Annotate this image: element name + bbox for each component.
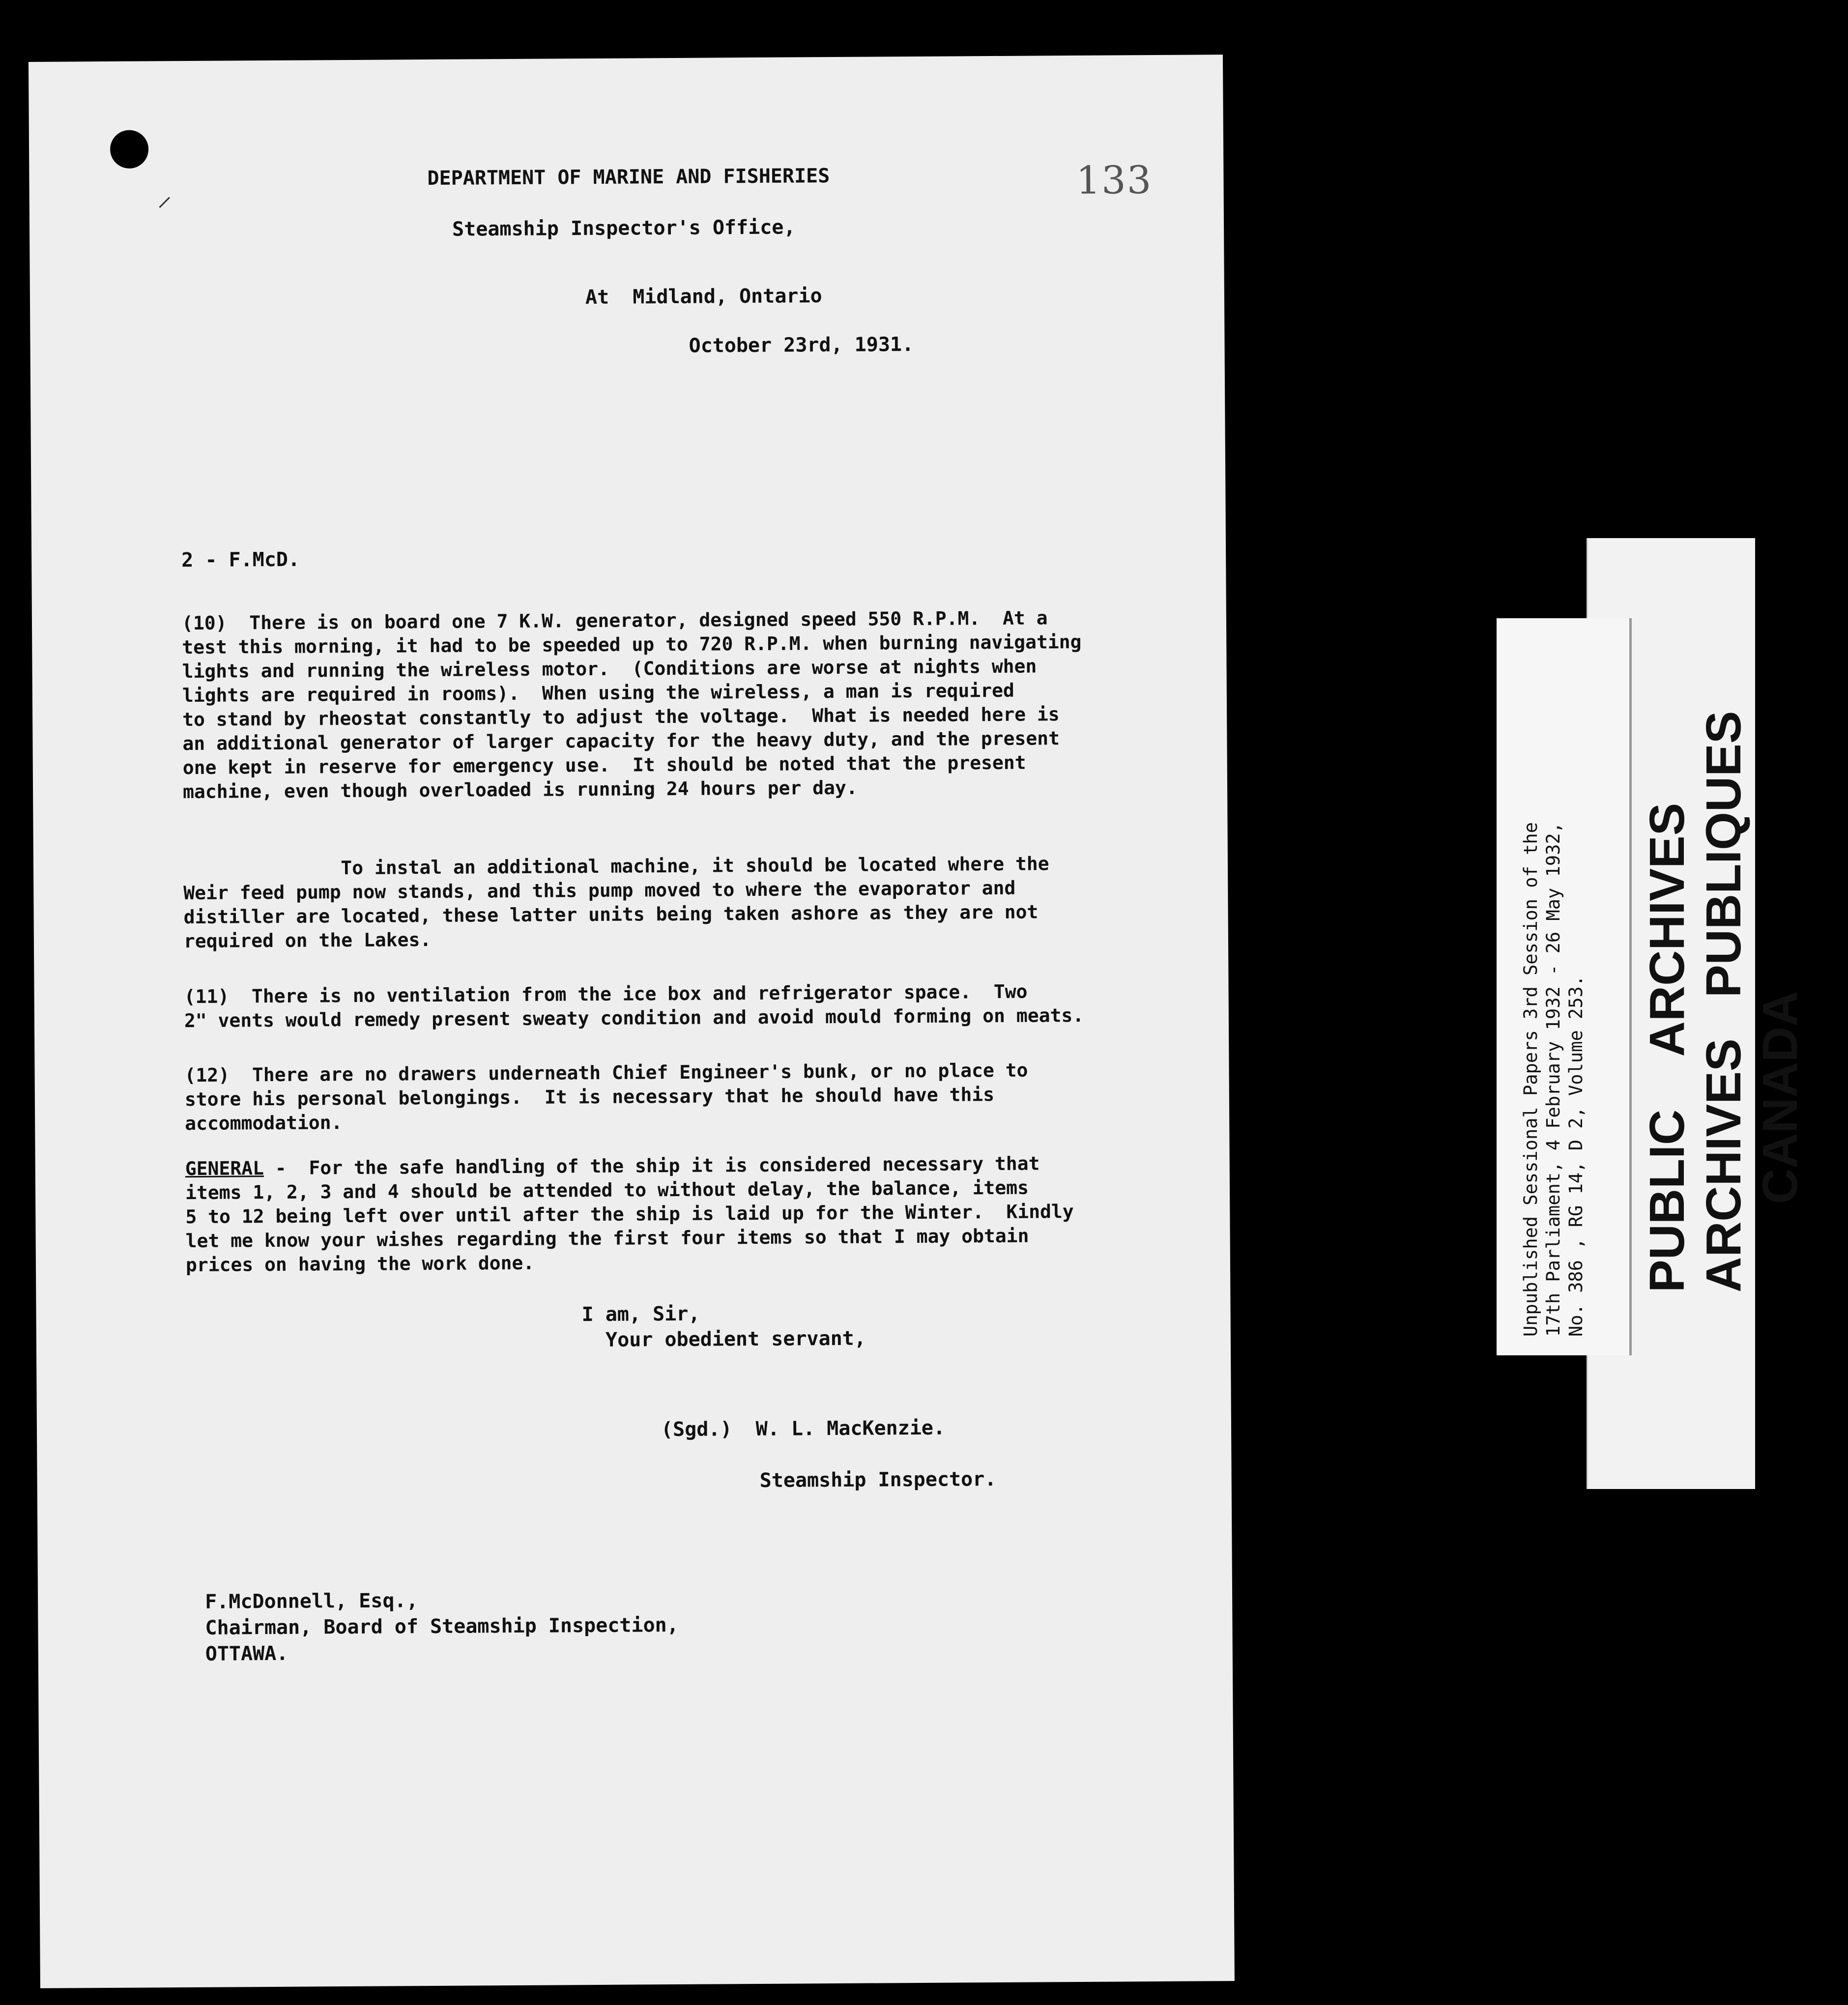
addressee-block <box>205 1586 679 1667</box>
location-line: At Midland, Ontario <box>585 285 822 309</box>
paragraph-line: one kept in reserve for emergency use. It should be noted that the present <box>182 751 1026 779</box>
stamp-line: ARCHIVES PUBLIQUES <box>1696 711 1751 1292</box>
signature-line: (Sgd.) W. L. MacKenzie. <box>661 1416 946 1441</box>
paragraph-line: 5 to 12 being left over until after the ship is laid up for the Winter. Kindly <box>185 1201 1074 1228</box>
paragraph-line: machine, even though overloaded is running 24 hours per day. <box>182 776 858 803</box>
stamp-line: CANADA <box>1753 991 1808 1204</box>
page-reference: 2 - F.McD. <box>181 548 300 572</box>
paragraph-line: To instal an additional machine, it should be located where the <box>183 853 1049 880</box>
paragraph-line: lights are required in rooms). When using the wireless, a man is required <box>182 679 1014 707</box>
paragraph-line: Weir feed pump now stands, and this pump moved to where the evaporator and <box>183 877 1016 904</box>
paragraph-line: store his personal belongings. It is necessary that he should have this <box>184 1084 995 1111</box>
folio-number: 133 <box>1076 158 1153 203</box>
signature-title: Steamship Inspector. <box>759 1468 997 1492</box>
margin-mark: ⸝ <box>157 178 172 213</box>
addressee-line: OTTAWA. <box>205 1642 289 1665</box>
stamp-line: PUBLIC ARCHIVES <box>1640 802 1695 1292</box>
addressee-line: Chairman, Board of Steamship Inspection, <box>205 1613 679 1639</box>
letter-paper <box>29 55 1235 1988</box>
paragraph-line: required on the Lakes. <box>183 929 432 952</box>
general-heading: GENERAL <box>185 1157 264 1180</box>
reference-line: Unpublished Sessional Papers 3rd Session of the <box>1520 822 1541 1337</box>
closing-servant: Your obedient servant, <box>581 1327 866 1352</box>
paragraph-line: 2" vents would remedy present sweaty condition and avoid mould forming on meats. <box>184 1004 1084 1032</box>
closing-salutation: I am, Sir, <box>581 1302 700 1326</box>
paragraph-line: accommodation. <box>185 1112 343 1135</box>
paragraph-line: let me know your wishes regarding the first four items so that I may obtain <box>185 1225 1029 1252</box>
department-heading: DEPARTMENT OF MARINE AND FISHERIES <box>427 165 830 190</box>
paragraph-line: lights and running the wireless motor. (Conditions are worse at nights when <box>182 655 1037 683</box>
paragraph-line: - For the safe handling of the ship it is considered necessary that <box>263 1152 1040 1179</box>
reference-text <box>1520 822 1588 1337</box>
punch-hole <box>110 130 148 169</box>
reference-line: No. 386 , RG 14, D 2, Volume 253. <box>1565 975 1587 1337</box>
paragraph-10 <box>182 606 1083 804</box>
addressee-line: F.McDonnell, Esq., <box>205 1589 418 1613</box>
paragraph-instal <box>183 852 1050 953</box>
paragraph-line: items 1, 2, 3 and 4 should be attended to without delay, the balance, items <box>185 1176 1029 1204</box>
reference-line: 17th Parliament, 4 February 1932 - 26 May 1932, <box>1543 822 1564 1337</box>
paragraph-line: prices on having the work done. <box>185 1252 535 1276</box>
paragraph-line: an additional generator of larger capacity for the heavy duty, and the present <box>182 727 1060 755</box>
office-line: Steamship Inspector's Office, <box>452 216 796 241</box>
letter-date: October 23rd, 1931. <box>689 333 914 357</box>
archives-stamp <box>1639 711 1809 1293</box>
paragraph-12 <box>184 1059 1028 1136</box>
paragraph-line: (11) There is no ventilation from the ice box and refrigerator space. Two <box>184 980 1028 1008</box>
paragraph-general <box>185 1151 1074 1277</box>
paragraph-line: (12) There are no drawers underneath Chief Engineer's bunk, or no place to <box>184 1059 1028 1087</box>
paragraph-11 <box>184 979 1084 1033</box>
paragraph-line: distiller are located, these latter units being taken ashore as they are not <box>183 901 1039 928</box>
paragraph-line: test this morning, it had to be speeded up to 720 R.P.M. when burning navigating <box>182 630 1082 659</box>
paragraph-line: to stand by rheostat constantly to adjust the voltage. What is needed here is <box>182 703 1060 731</box>
paragraph-line: (10) There is on board one 7 K.W. generator, designed speed 550 R.P.M. At a <box>181 607 1048 634</box>
